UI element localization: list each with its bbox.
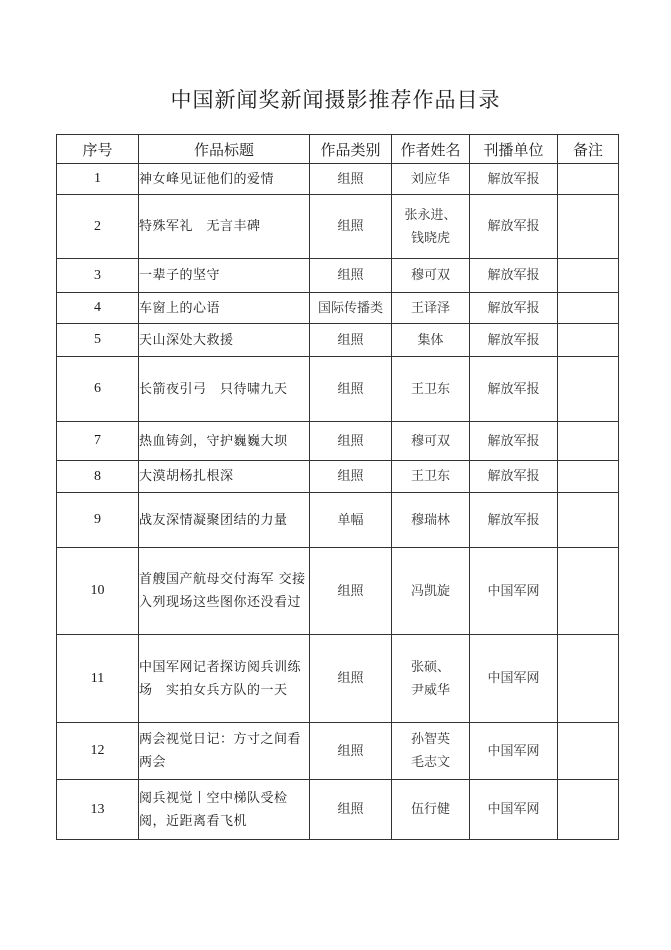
author-line: 王卫东	[410, 381, 450, 397]
note-cell	[558, 195, 619, 259]
work-title: 一辈子的坚守	[139, 259, 310, 293]
row-number: 4	[57, 293, 139, 324]
author-name	[392, 780, 470, 840]
note-cell	[558, 493, 619, 548]
author-line: 毛志文	[410, 755, 450, 770]
work-category: 国际传播类	[310, 293, 392, 324]
row-number: 2	[57, 195, 139, 259]
note-cell	[558, 780, 619, 840]
author-name	[392, 723, 470, 780]
row-number: 12	[57, 723, 139, 780]
table-row	[57, 164, 619, 195]
work-category: 组照	[310, 164, 392, 195]
work-title: 长箭夜引弓 只待啸九天	[139, 357, 310, 422]
publisher: 解放军报	[470, 493, 558, 548]
work-category: 组照	[310, 723, 392, 780]
row-number: 13	[57, 780, 139, 840]
author-name	[392, 635, 470, 723]
table-row	[57, 259, 619, 293]
row-number: 3	[57, 259, 139, 293]
work-category: 组照	[310, 548, 392, 635]
table-header-row	[57, 135, 619, 164]
note-cell	[558, 293, 619, 324]
publisher: 解放军报	[470, 324, 558, 357]
publisher: 中国军网	[470, 723, 558, 780]
table-row	[57, 723, 619, 780]
work-category: 组照	[310, 780, 392, 840]
note-cell	[558, 635, 619, 723]
author-name	[392, 461, 470, 493]
note-cell	[558, 422, 619, 461]
author-line: 伍行健	[410, 802, 450, 817]
author-line: 王卫东	[410, 469, 450, 484]
row-number: 9	[57, 493, 139, 548]
header-note: 备注	[558, 135, 619, 164]
publisher: 解放军报	[470, 293, 558, 324]
author-line: 冯凯旋	[410, 583, 450, 599]
author-line: 王译泽	[410, 300, 450, 316]
work-title: 中国军网记者探访阅兵训练场 实拍女兵方队的一天	[139, 635, 310, 723]
author-name	[392, 195, 470, 259]
publisher: 解放军报	[470, 357, 558, 422]
author-name	[392, 422, 470, 461]
publisher: 解放军报	[470, 259, 558, 293]
publisher: 中国军网	[470, 635, 558, 723]
header-no: 序号	[57, 135, 139, 164]
author-name	[392, 259, 470, 293]
author-line: 孙智英	[410, 732, 450, 747]
row-number: 6	[57, 357, 139, 422]
work-title: 特殊军礼 无言丰碑	[139, 195, 310, 259]
author-line: 张永进、	[404, 207, 457, 223]
author-line: 张硕、	[410, 659, 450, 675]
row-number: 5	[57, 324, 139, 357]
table-row	[57, 493, 619, 548]
row-number: 1	[57, 164, 139, 195]
table-row	[57, 324, 619, 357]
work-category: 组照	[310, 357, 392, 422]
table-row	[57, 780, 619, 840]
author-line: 集体	[417, 332, 444, 348]
note-cell	[558, 324, 619, 357]
publisher: 解放军报	[470, 461, 558, 493]
author-line: 钱晓虎	[410, 230, 450, 246]
publisher: 解放军报	[470, 422, 558, 461]
author-name	[392, 493, 470, 548]
author-name	[392, 164, 470, 195]
page-title: 中国新闻奖新闻摄影推荐作品目录	[170, 88, 501, 112]
work-title: 阅兵视觉丨空中梯队受检阅，近距离看飞机	[139, 780, 310, 840]
work-title: 热血铸剑，守护巍巍大坝	[139, 422, 310, 461]
table-row	[57, 548, 619, 635]
note-cell	[558, 461, 619, 493]
header-publisher: 刊播单位	[470, 135, 558, 164]
note-cell	[558, 723, 619, 780]
publisher: 解放军报	[470, 195, 558, 259]
row-number: 11	[57, 635, 139, 723]
author-name	[392, 324, 470, 357]
publisher: 中国军网	[470, 780, 558, 840]
publisher: 解放军报	[470, 164, 558, 195]
work-title: 神女峰见证他们的爱情	[139, 164, 310, 195]
table-row	[57, 195, 619, 259]
author-line: 刘应华	[410, 171, 450, 187]
table-row	[57, 635, 619, 723]
work-title: 两会视觉日记：方寸之间看两会	[139, 723, 310, 780]
row-number: 7	[57, 422, 139, 461]
work-title: 车窗上的心语	[139, 293, 310, 324]
row-number: 10	[57, 548, 139, 635]
work-category: 单幅	[310, 493, 392, 548]
work-title: 大漠胡杨扎根深	[139, 461, 310, 493]
work-category: 组照	[310, 259, 392, 293]
work-category: 组照	[310, 324, 392, 357]
works-catalog-table	[56, 134, 619, 840]
table-row	[57, 357, 619, 422]
header-title: 作品标题	[139, 135, 310, 164]
work-title: 首艘国产航母交付海军 交接入列现场这些图你还没看过	[139, 548, 310, 635]
work-category: 组照	[310, 461, 392, 493]
author-line: 穆瑞林	[410, 512, 450, 528]
work-category: 组照	[310, 195, 392, 259]
author-line: 穆可双	[410, 268, 450, 283]
note-cell	[558, 357, 619, 422]
table-row	[57, 293, 619, 324]
table-row	[57, 461, 619, 493]
row-number: 8	[57, 461, 139, 493]
author-name	[392, 293, 470, 324]
author-line: 尹威华	[410, 682, 450, 698]
header-type: 作品类别	[310, 135, 392, 164]
work-title: 天山深处大救援	[139, 324, 310, 357]
note-cell	[558, 548, 619, 635]
author-name	[392, 548, 470, 635]
work-category: 组照	[310, 635, 392, 723]
work-title: 战友深情凝聚团结的力量	[139, 493, 310, 548]
publisher: 中国军网	[470, 548, 558, 635]
work-category: 组照	[310, 422, 392, 461]
author-line: 穆可双	[410, 433, 450, 449]
table-row	[57, 422, 619, 461]
note-cell	[558, 164, 619, 195]
author-name	[392, 357, 470, 422]
note-cell	[558, 259, 619, 293]
header-author: 作者姓名	[392, 135, 470, 164]
